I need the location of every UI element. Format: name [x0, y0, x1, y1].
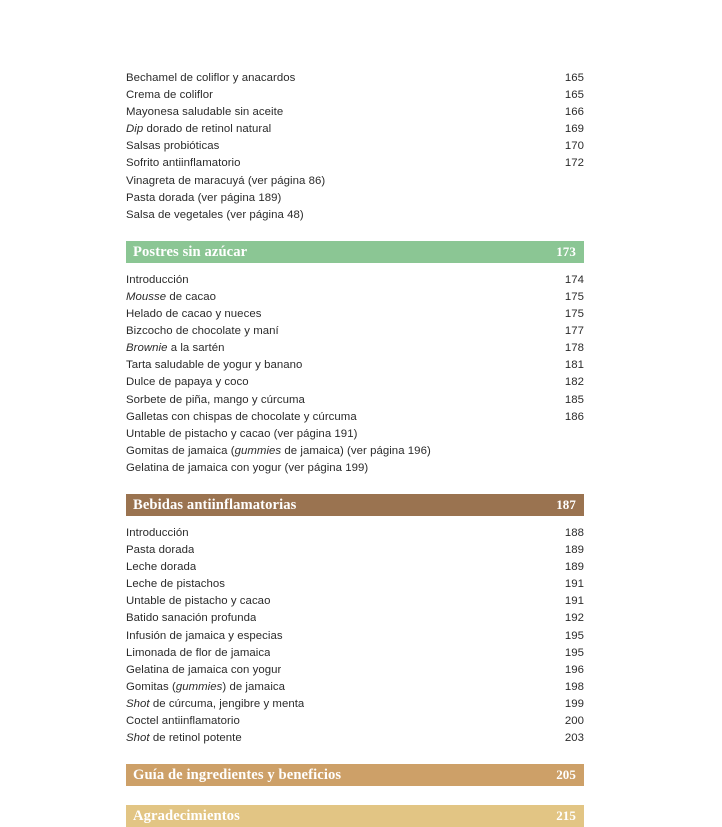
toc-entry-title: Leche de pistachos — [126, 578, 226, 591]
section-header-bebidas-antiinflamatorias[interactable] — [126, 494, 584, 516]
toc-entry-title: Shot de retinol potente — [126, 732, 242, 745]
toc-entry-page-number: 191 — [564, 595, 584, 608]
toc-entry-title: Pasta dorada — [126, 544, 195, 557]
toc-entry[interactable] — [126, 662, 584, 679]
toc-entry[interactable] — [126, 87, 584, 104]
toc-entry[interactable] — [126, 207, 584, 224]
toc-entry[interactable] — [126, 559, 584, 576]
section-header-label: Postres sin azúcar — [133, 243, 248, 260]
section-header-label: Agradecimientos — [133, 808, 240, 825]
toc-section-postres-sin-azucar — [126, 224, 584, 477]
toc-entry-title: Crema de coliflor — [126, 89, 213, 102]
toc-entry[interactable] — [126, 121, 584, 138]
toc-entry-page-number: 165 — [564, 89, 584, 102]
toc-entry-title: Vinagreta de maracuyá (ver página 86) — [126, 174, 326, 187]
toc-entry[interactable] — [126, 645, 584, 662]
toc-entry-page-number: 195 — [564, 629, 584, 642]
toc-entry-page-number: 196 — [564, 663, 584, 676]
toc-entry-page-number: 200 — [564, 715, 584, 727]
section-header-page-number: 215 — [556, 808, 576, 824]
toc-entry[interactable] — [126, 70, 584, 87]
spacer — [126, 477, 584, 494]
toc-entry-list — [126, 70, 584, 224]
toc-entry-page-number: 178 — [564, 342, 584, 355]
toc-entry-title: Bechamel de coliflor y anacardos — [126, 72, 296, 84]
toc-entry-title: Helado de cacao y nueces — [126, 308, 262, 321]
section-header-page-number: 173 — [556, 243, 576, 259]
section-header-postres-sin-azucar[interactable] — [126, 241, 584, 263]
toc-entry-page-number: 182 — [564, 376, 584, 389]
toc-entry-title: Gomitas de jamaica (gummies de jamaica) (ver página 196) — [126, 444, 431, 457]
toc-entry[interactable] — [126, 525, 584, 542]
spacer — [126, 224, 584, 241]
toc-entry-title: Shot de cúrcuma, jengibre y menta — [126, 697, 305, 710]
toc-entry[interactable] — [126, 357, 584, 374]
toc-entry[interactable] — [126, 542, 584, 559]
toc-entry-title: Tarta saludable de yogur y banano — [126, 359, 303, 372]
toc-entry-title: Gelatina de jamaica con yogur (ver página 199) — [126, 461, 369, 474]
toc-entry[interactable] — [126, 173, 584, 190]
toc-entry[interactable] — [126, 696, 584, 713]
section-header-guia-de-ingredientes[interactable] — [126, 764, 584, 786]
spacer — [126, 263, 584, 272]
toc-entry[interactable] — [126, 443, 584, 460]
toc-section-sauces-continued — [126, 70, 584, 224]
toc-entry-title: Sorbete de piña, mango y cúrcuma — [126, 393, 305, 406]
table-of-contents — [126, 70, 584, 827]
toc-entry-page-number: 192 — [564, 612, 584, 625]
toc-entry-page-number: 165 — [564, 72, 584, 84]
toc-entry[interactable] — [126, 679, 584, 696]
toc-entry-page-number: 189 — [564, 561, 584, 574]
toc-entry-list — [126, 525, 584, 747]
toc-entry-page-number: 185 — [564, 393, 584, 406]
toc-entry[interactable] — [126, 289, 584, 306]
toc-entry-title: Introducción — [126, 273, 189, 286]
section-header-agradecimientos[interactable] — [126, 805, 584, 827]
section-header-page-number: 205 — [556, 767, 576, 783]
toc-entry-title: Gelatina de jamaica con yogur — [126, 663, 282, 676]
toc-entry[interactable] — [126, 460, 584, 477]
toc-section-guia-de-ingredientes — [126, 747, 584, 786]
toc-entry[interactable] — [126, 426, 584, 443]
toc-entry[interactable] — [126, 628, 584, 645]
toc-entry[interactable] — [126, 138, 584, 155]
toc-entry[interactable] — [126, 392, 584, 409]
toc-entry-page-number: 175 — [564, 308, 584, 321]
toc-entry-page-number: 174 — [564, 273, 584, 286]
spacer — [126, 747, 584, 764]
toc-entry-title: Galletas con chispas de chocolate y cúrcuma — [126, 410, 357, 423]
toc-entry[interactable] — [126, 104, 584, 121]
toc-entry-title: Batido sanación profunda — [126, 612, 257, 625]
toc-entry-title: Infusión de jamaica y especias — [126, 629, 283, 642]
toc-entry-title: Bizcocho de chocolate y maní — [126, 325, 279, 338]
toc-entry[interactable] — [126, 610, 584, 627]
toc-section-bebidas-antiinflamatorias — [126, 477, 584, 747]
toc-entry-title: Mayonesa saludable sin aceite — [126, 106, 284, 119]
toc-entry[interactable] — [126, 576, 584, 593]
toc-entry-title: Salsa de vegetales (ver página 48) — [126, 208, 304, 221]
toc-entry[interactable] — [126, 340, 584, 357]
toc-entry-page-number: 172 — [564, 157, 584, 170]
toc-entry-title: Leche dorada — [126, 561, 197, 574]
toc-entry-page-number: 203 — [564, 732, 584, 745]
toc-entry[interactable] — [126, 374, 584, 391]
toc-entry[interactable] — [126, 306, 584, 323]
toc-entry-title: Untable de pistacho y cacao — [126, 595, 271, 608]
toc-entry-page-number: 169 — [564, 123, 584, 136]
toc-entry[interactable] — [126, 409, 584, 426]
toc-entry-title: Pasta dorada (ver página 189) — [126, 191, 282, 204]
toc-entry-page-number: 170 — [564, 140, 584, 153]
section-header-label: Bebidas antiinflamatorias — [133, 496, 297, 513]
toc-entry-page-number: 188 — [564, 526, 584, 539]
toc-entry-page-number: 177 — [564, 325, 584, 338]
toc-entry[interactable] — [126, 730, 584, 747]
toc-entry-title: Sofrito antiinflamatorio — [126, 157, 241, 170]
toc-entry-page-number: 186 — [564, 410, 584, 423]
toc-entry-page-number: 195 — [564, 646, 584, 659]
toc-entry-page-number: 199 — [564, 697, 584, 710]
toc-entry-title: Untable de pistacho y cacao (ver página 191) — [126, 427, 358, 440]
toc-entry-title: Salsas probióticas — [126, 140, 220, 153]
toc-entry[interactable] — [126, 272, 584, 289]
toc-entry-title: Introducción — [126, 526, 189, 539]
section-header-page-number: 187 — [556, 496, 576, 512]
toc-entry-title: Mousse de cacao — [126, 290, 217, 303]
toc-entry[interactable] — [126, 155, 584, 172]
toc-entry-title: Brownie a la sartén — [126, 342, 225, 355]
toc-entry[interactable] — [126, 190, 584, 207]
toc-entry-page-number: 198 — [564, 680, 584, 693]
toc-entry[interactable] — [126, 593, 584, 610]
spacer — [126, 786, 584, 805]
toc-entry-title: Dulce de papaya y coco — [126, 376, 249, 389]
toc-entry-title: Dip dorado de retinol natural — [126, 123, 272, 136]
toc-entry-page-number: 191 — [564, 578, 584, 591]
toc-entry-page-number: 166 — [564, 106, 584, 119]
toc-entry[interactable] — [126, 323, 584, 340]
toc-entry[interactable] — [126, 713, 584, 730]
toc-entry-title: Limonada de flor de jamaica — [126, 646, 271, 659]
spacer — [126, 516, 584, 525]
toc-entry-page-number: 189 — [564, 544, 584, 557]
toc-section-agradecimientos — [126, 786, 584, 827]
toc-entry-page-number: 175 — [564, 290, 584, 303]
toc-entry-list — [126, 272, 584, 477]
toc-entry-page-number: 181 — [564, 359, 584, 372]
section-header-label: Guía de ingredientes y beneficios — [133, 767, 342, 784]
toc-entry-title: Coctel antiinflamatorio — [126, 715, 240, 727]
toc-entry-title: Gomitas (gummies) de jamaica — [126, 680, 286, 693]
